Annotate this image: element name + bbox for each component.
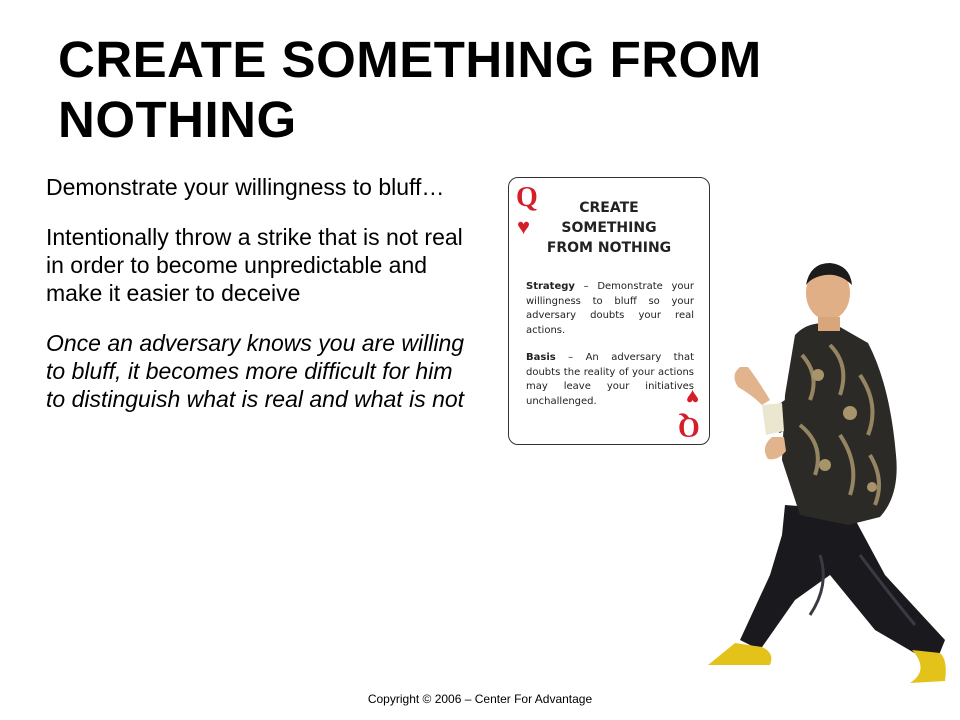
card-strategy-text: – Demonstrate your willingness to bluff so your adversary doubts your real actions. <box>526 281 694 336</box>
card-strategy <box>526 280 694 338</box>
card-strategy-label: Strategy <box>526 281 575 292</box>
card-basis <box>526 351 694 409</box>
card-title: CREATE SOMETHING FROM NOTHING <box>546 200 672 256</box>
card-basis-text: – An adversary that doubts the reality of your actions may leave your initiatives unchallenged. <box>526 352 694 407</box>
playing-card <box>508 177 710 445</box>
card-rank-bottom: Q <box>678 411 700 442</box>
card-rank-top: Q <box>516 182 538 213</box>
slide-title: CREATE SOMETHING FROM NOTHING <box>58 31 762 148</box>
card-basis-label: Basis <box>526 352 556 363</box>
heart-icon: ♥ <box>685 385 699 410</box>
copyright-footer: Copyright © 2006 – Center For Advantage <box>367 692 593 706</box>
slide-body <box>46 173 466 435</box>
martial-artist-figure-icon <box>700 255 955 695</box>
body-paragraph: Demonstrate your willingness to bluff… <box>46 174 445 200</box>
heart-icon: ♥ <box>517 214 531 239</box>
body-paragraph: Intentionally throw a strike that is not real in order to become unpredictable and make it easier to deceive <box>46 224 463 306</box>
body-paragraph-italic: Once an adversary knows you are willing to bluff, it becomes more difficult for him to distinguish what is real and what is not <box>46 330 465 412</box>
